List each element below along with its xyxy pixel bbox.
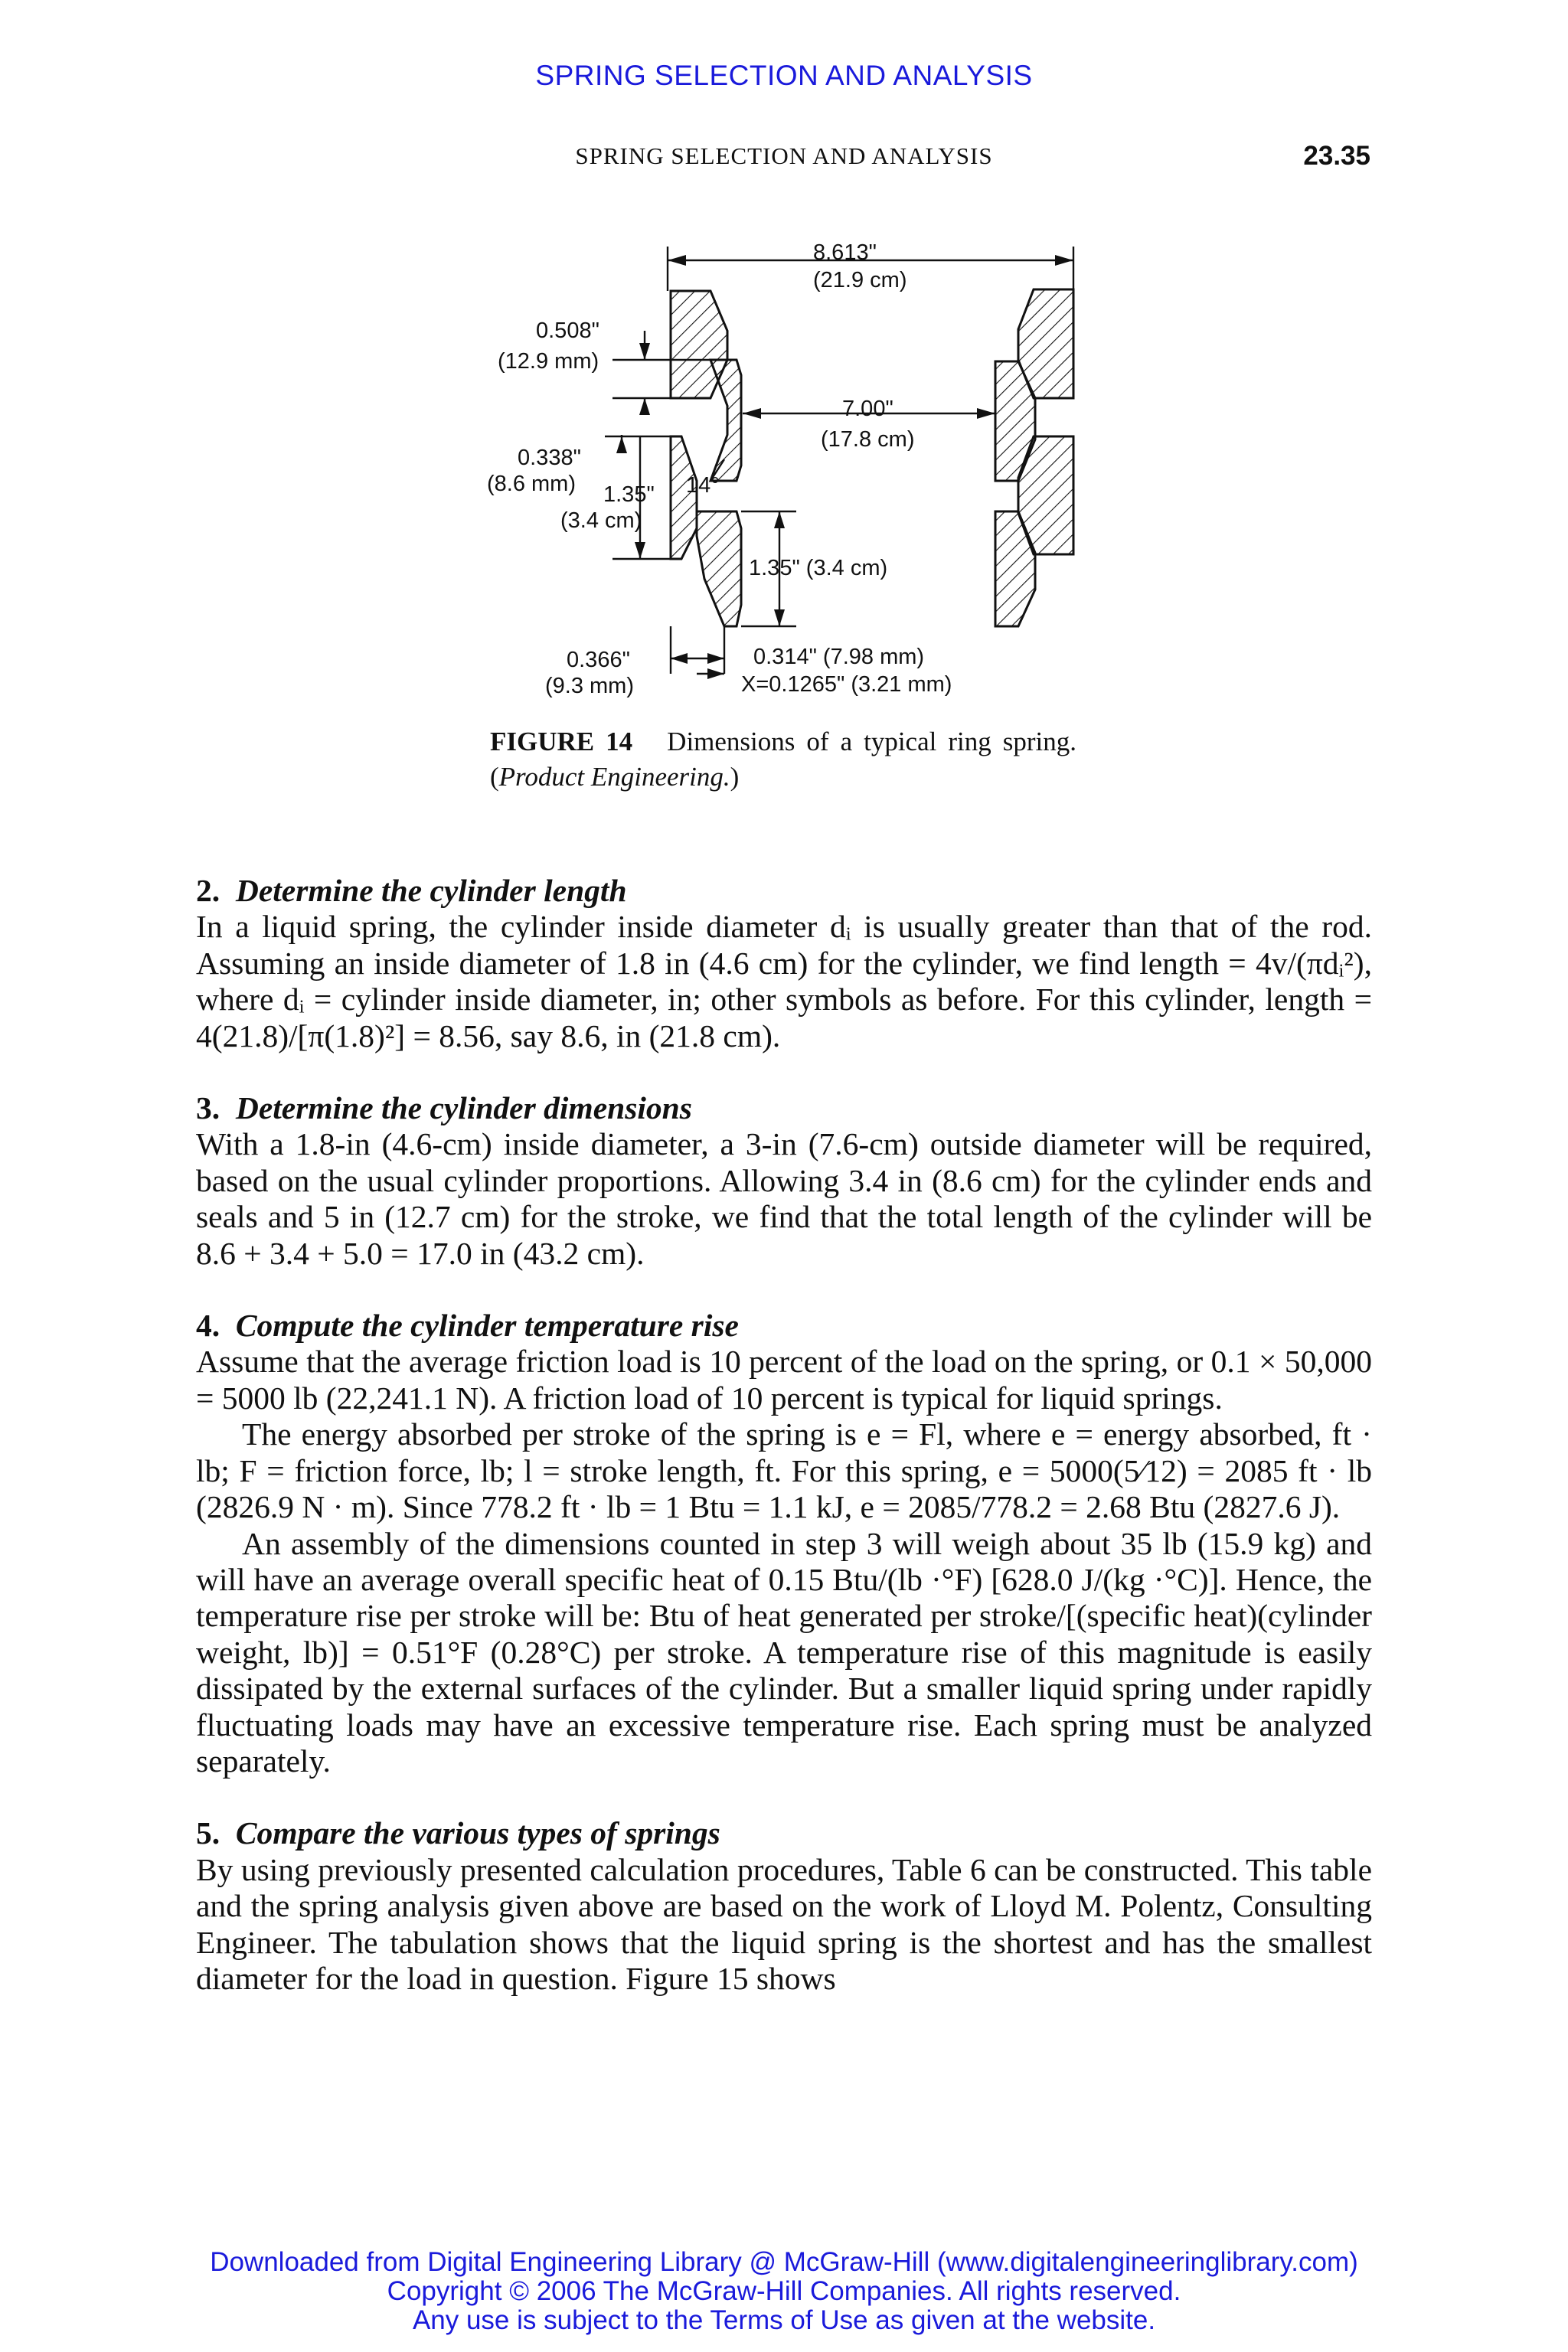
dim-a-mm: (12.9 mm) [498,349,599,374]
step-heading: 5. Compare the various types of springs [196,1815,720,1851]
banner-title: SPRING SELECTION AND ANALYSIS [535,60,1033,91]
step-heading: 2. Determine the cylinder length [196,873,627,908]
footer-copyright: Copyright © 2006 The McGraw-Hill Companies. All rights reserved. [387,2276,1181,2306]
running-head: SPRING SELECTION AND ANALYSIS [575,142,993,169]
footer-terms-link[interactable]: Any use is subject to the Terms of Use as given at the website. [412,2305,1156,2335]
dim-a-in: 0.508" [536,318,599,343]
caption-text: Dimensions of a typical ring spring. ( [490,727,1077,792]
footer-download-link[interactable]: Downloaded from Digital Engineering Library @ McGraw-Hill (www.digitalengineeringlibrary.com) [210,2247,1358,2277]
page-number: 23.35 [1303,141,1370,171]
step-3 [196,1090,1372,1272]
paragraph: Assume that the average friction load is 10 percent of the load on the spring, or 0.1 × 50,000 = 5000 lb (22,241.1 N). A friction load of 10 percent is typical for liquid springs. [196,1344,1372,1416]
paragraph: An assembly of the dimensions counted in step 3 will weigh about 35 lb (15.9 kg) and will have an average overall specific heat of 0.15 Btu/(lb ·°F) [628.0 J/(kg ·°C)]. Hence, the temperature rise per stroke will be: Btu of heat generated per stroke/[(specific heat)(cylinder weight, lb)] = 0.51°F (0.28°C) per stroke. A temperature rise of this magnitude is easily dissipated by the external surfaces of the cylinder. But a smaller liquid spring under rapidly fluctuating loads may have an excessive temperature rise. Each spring must be analyzed separately. [196,1525,1372,1779]
dim-c-in: 0.338" [518,446,581,470]
dim-g: 0.314" (7.98 mm) [753,645,925,669]
paragraph: With a 1.8-in (4.6-cm) inside diameter, a 3-in (7.6-cm) outside diameter will be required, based on the usual cylinder proportions. Allowing 3.4 in (8.6 cm) for the cylinder ends and seals and 5 in (12.7 cm) for the stroke, we find that the total length of the cylinder will be 8.6 + 3.4 + 5.0 = 17.0 in (43.2 cm). [196,1126,1372,1271]
left-ring-stack [671,291,741,626]
inner-ring-lower [697,511,741,626]
dim-x: X=0.1265" (3.21 mm) [741,672,952,697]
figure-ring-spring [0,0,1568,812]
outer-ring-middle [671,436,697,559]
step-5 [196,1815,1372,1997]
step-2 [196,873,1372,1054]
step-heading: 3. Determine the cylinder dimensions [196,1090,692,1126]
caption-label: FIGURE 14 [490,727,633,756]
paragraph: The energy absorbed per stroke of the spring is e = Fl, where e = energy absorbed, ft · lb; F = friction force, lb; l = stroke length, ft. For this spring, e = 5000(5⁄12) = 2085 ft · lb (2826.9 N · m). Since 778.2 ft · lb = 1 Btu = 1.1 kJ, e = 2085/778.2 = 2.68 Btu (2827.6 J). [196,1416,1372,1525]
dim-f-mm: (9.3 mm) [545,674,634,698]
figure-caption [490,724,1076,795]
dim-f-in: 0.366" [567,648,630,672]
paragraph: In a liquid spring, the cylinder inside diameter dᵢ is usually greater than that of the rod. Assuming an inside diameter of 1.8 in (4.6 cm) for the cylinder, we find length = 4v/(πdᵢ²), where dᵢ = cylinder inside diameter, in; other symbols as before. For this cylinder, length = 4(21.8)/[π(1.8)²] = 8.56, say 8.6, in (21.8 cm). [196,909,1372,1054]
dim-total-in: 8.613" [813,240,877,265]
angle-label: 14° [686,473,720,498]
dim-d-cm: (3.4 cm) [560,508,642,533]
paragraph: By using previously presented calculation procedures, Table 6 can be constructed. This table and the spring analysis given above are based on the work of Lloyd M. Polentz, Consulting Engineer. The tabulation shows that the liquid spring is the shortest and has the smallest diameter for the load in question. Figure 15 shows [196,1851,1372,1996]
dim-c-mm: (8.6 mm) [487,472,576,496]
caption-end: ) [730,762,740,792]
dim-b-in: 7.00" [842,397,893,421]
footer [0,2248,1568,2335]
body-text [196,873,1372,1997]
dim-total-cm: (21.9 cm) [813,268,907,292]
caption-source: Product Engineering. [498,762,730,792]
dim-b-cm: (17.8 cm) [821,427,915,452]
dim-e: 1.35" (3.4 cm) [749,556,888,580]
dim-d-in: 1.35" [603,482,655,507]
step-4 [196,1308,1372,1779]
right-ring-stack [995,289,1073,626]
step-heading: 4. Compute the cylinder temperature rise [196,1308,739,1344]
